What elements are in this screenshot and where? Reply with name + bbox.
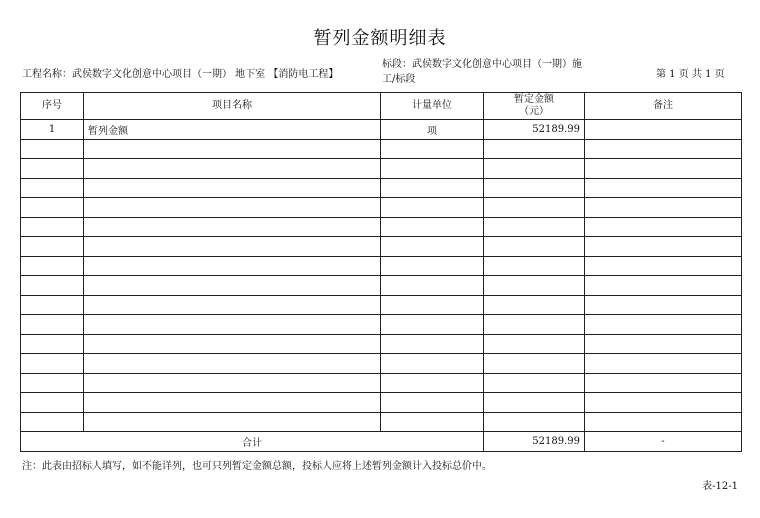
table-row-empty [21,256,742,276]
empty-cell [21,295,84,315]
column-header-remark: 备注 [585,93,742,120]
table-row-empty [21,295,742,315]
empty-cell [21,315,84,335]
empty-cell [585,315,742,335]
empty-cell [21,412,84,432]
empty-cell [585,373,742,393]
empty-cell [21,334,84,354]
empty-cell [484,256,585,276]
empty-cell [84,315,381,335]
empty-cell [381,315,484,335]
cell-remark [585,120,742,140]
table-row-empty [21,354,742,374]
empty-cell [381,354,484,374]
empty-cell [585,412,742,432]
empty-cell [21,139,84,159]
empty-cell [484,373,585,393]
table-row-empty [21,178,742,198]
cell-name: 暂列金额 [84,120,381,140]
empty-cell [84,217,381,237]
empty-cell [84,237,381,257]
total-remark: - [585,432,742,452]
table-row-empty [21,237,742,257]
empty-cell [484,178,585,198]
empty-cell [484,393,585,413]
empty-cell [21,373,84,393]
total-label-cell: 合计 [21,432,484,452]
empty-cell [21,354,84,374]
empty-cell [585,393,742,413]
column-header-unit: 计量单位 [381,93,484,120]
empty-cell [484,276,585,296]
cell-unit: 项 [381,120,484,140]
empty-cell [84,198,381,218]
empty-cell [484,159,585,179]
empty-cell [484,139,585,159]
empty-cell [585,217,742,237]
empty-cell [585,354,742,374]
table-header-row [21,93,742,120]
empty-cell [84,412,381,432]
empty-cell [84,393,381,413]
total-amount: 52189.99 [484,432,585,452]
column-header-name: 项目名称 [84,93,381,120]
empty-cell [84,159,381,179]
empty-cell [381,373,484,393]
empty-cell [381,139,484,159]
empty-cell [585,237,742,257]
table-row-empty [21,217,742,237]
empty-cell [84,276,381,296]
empty-cell [21,393,84,413]
empty-cell [381,256,484,276]
empty-cell [84,373,381,393]
empty-cell [484,217,585,237]
empty-cell [585,295,742,315]
empty-cell [381,412,484,432]
project-name: 工程名称：武侯数字文化创意中心项目（一期） 地下室 【消防电工程】 [22,69,339,80]
table-row-empty [21,373,742,393]
empty-cell [585,276,742,296]
cell-amount: 52189.99 [484,120,585,140]
empty-cell [585,256,742,276]
empty-cell [484,295,585,315]
empty-cell [21,178,84,198]
empty-cell [84,139,381,159]
table-row-empty [21,393,742,413]
empty-cell [484,315,585,335]
column-header-seq: 序号 [21,93,84,120]
empty-cell [381,217,484,237]
empty-cell [21,217,84,237]
empty-cell [484,237,585,257]
empty-cell [84,178,381,198]
page-indicator: 第 1 页 共 1 页 [656,69,725,80]
empty-cell [484,354,585,374]
empty-cell [84,256,381,276]
table-row-empty [21,198,742,218]
empty-cell [585,178,742,198]
page-title: 暂列金额明细表 [313,28,447,49]
empty-cell [21,237,84,257]
empty-cell [484,412,585,432]
table-row-empty [21,412,742,432]
provisional-sum-table [20,92,742,452]
empty-cell [585,159,742,179]
table-row [21,120,742,140]
cell-seq: 1 [21,120,84,140]
table-row-empty [21,315,742,335]
total-row-display [21,432,742,452]
section-name: 标段：武侯数字文化创意中心项目（一期）施工/标段 [382,59,582,85]
empty-cell [84,334,381,354]
empty-cell [585,334,742,354]
empty-cell [381,198,484,218]
empty-cell [21,276,84,296]
form-code: 表-12-1 [702,481,738,492]
empty-cell [21,159,84,179]
empty-cell [381,159,484,179]
empty-cell [21,256,84,276]
empty-cell [484,334,585,354]
empty-cell [381,178,484,198]
empty-cell [381,276,484,296]
table-row-empty [21,139,742,159]
column-header-amount: 暂定金额 （元） [484,93,585,120]
empty-cell [585,139,742,159]
empty-cell [484,198,585,218]
empty-cell [585,198,742,218]
empty-cell [84,354,381,374]
table-row-empty [21,159,742,179]
table-row-empty [21,334,742,354]
empty-cell [84,295,381,315]
empty-cell [381,295,484,315]
empty-cell [381,334,484,354]
empty-cell [381,237,484,257]
empty-cell [21,198,84,218]
footnote: 注：此表由招标人填写，如不能详列，也可只列暂定金额总额，投标人应将上述暂列金额计入投标总价中。 [22,461,492,472]
table-row-empty [21,276,742,296]
empty-cell [381,393,484,413]
